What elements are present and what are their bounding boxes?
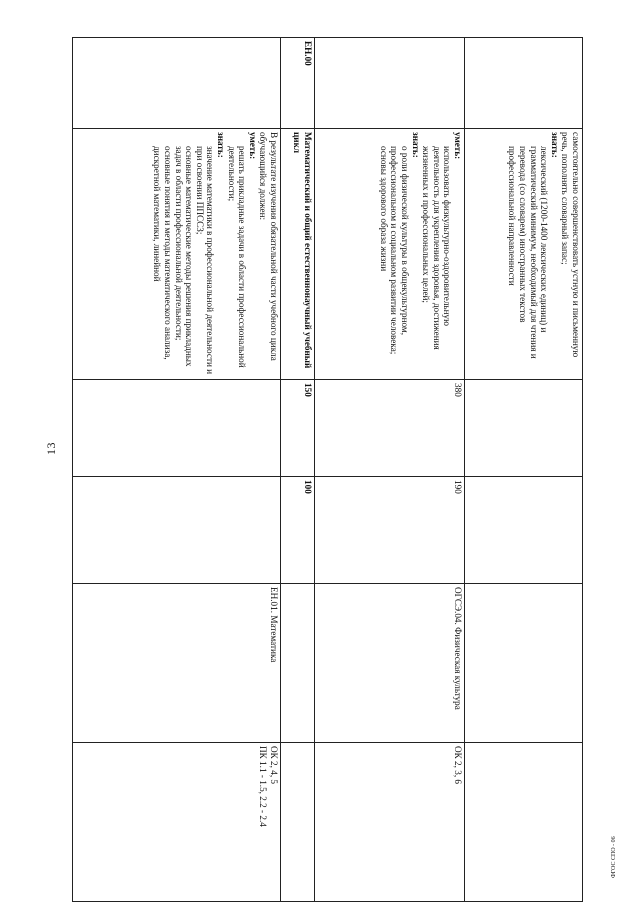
- standard-table: [72, 37, 583, 902]
- cell-index: [315, 38, 465, 129]
- cell-competencies: ОК 2, 4, 5 ПК 1.1 - 1.5, 2.2 - 2.4: [73, 743, 281, 902]
- cell-index: ЕН.00: [281, 38, 315, 129]
- cell-max-hours: [465, 380, 583, 477]
- table-row: [315, 38, 465, 902]
- description-line: решать прикладные задачи в области профессиональной деятельности;: [226, 146, 248, 368]
- description-line: знать:: [410, 132, 421, 158]
- table-row: [73, 38, 281, 902]
- cell-required-hours: [465, 477, 583, 584]
- description-line: основные математические методы решения прикладных задач в области профессиональной деятельности;: [173, 146, 195, 367]
- description-line: лексический (1200-1400 лексических единиц) и грамматический минимум, необходимый для чтения и перевода (со словарем) иностранных текстов профессиональной направленности: [507, 146, 550, 359]
- cell-index: [73, 38, 281, 129]
- cell-required-hours: [73, 477, 281, 584]
- cell-description: [465, 129, 583, 380]
- cell-max-hours: 150: [281, 380, 315, 477]
- cell-discipline: [281, 584, 315, 743]
- description-line: уметь:: [453, 132, 463, 160]
- description-line: самостоятельно совершенствовать устную и письменную речь, пополнять словарный запас;: [560, 132, 581, 358]
- description-line: основные понятия и методы математического анализа, дискретной математики, линейной: [152, 146, 174, 360]
- cell-required-hours: 190: [315, 477, 465, 584]
- footer-code: ФГОС СПО - 06: [611, 836, 617, 878]
- cell-discipline: ЕН.01. Математика: [73, 584, 281, 743]
- cell-description: [315, 129, 465, 380]
- description-line: о роли физической культуры в общекультурном, профессиональном и социальном развитии человека;: [389, 146, 411, 355]
- description-line: значение математики в профессиональной деятельности и при освоении ППССЗ;: [194, 146, 216, 375]
- cell-required-hours: 100: [281, 477, 315, 584]
- description-line: Математический и общий естественнонаучный учебный цикл: [292, 132, 313, 369]
- cell-discipline: [465, 584, 583, 743]
- cell-discipline: ОГСЭ.04. Физическая культура: [315, 584, 465, 743]
- table-row: [281, 38, 315, 902]
- description-line: знать:: [216, 132, 227, 158]
- standard-table-rotated: [73, 37, 583, 859]
- description-line: В результате изучения обязательной части учебного цикла обучающийся должен:: [258, 132, 279, 361]
- description-line: использовать физкультурно-оздоровительную деятельность для укрепления здоровья, достижения жизненных и профессиональных целей;: [421, 146, 453, 350]
- table-row: [465, 38, 583, 902]
- cell-competencies: ОК 2, 3, 6: [315, 743, 465, 902]
- description-line: знать:: [549, 132, 560, 158]
- description-line: уметь:: [247, 132, 258, 160]
- cell-max-hours: 380: [315, 380, 465, 477]
- cell-competencies: [465, 743, 583, 902]
- cell-description: [281, 129, 315, 380]
- cell-competencies: [281, 743, 315, 902]
- page-number: 13: [44, 442, 58, 455]
- cell-max-hours: [73, 380, 281, 477]
- cell-description: [73, 129, 281, 380]
- cell-index: [465, 38, 583, 129]
- description-line: основы здорового образа жизни: [378, 146, 389, 272]
